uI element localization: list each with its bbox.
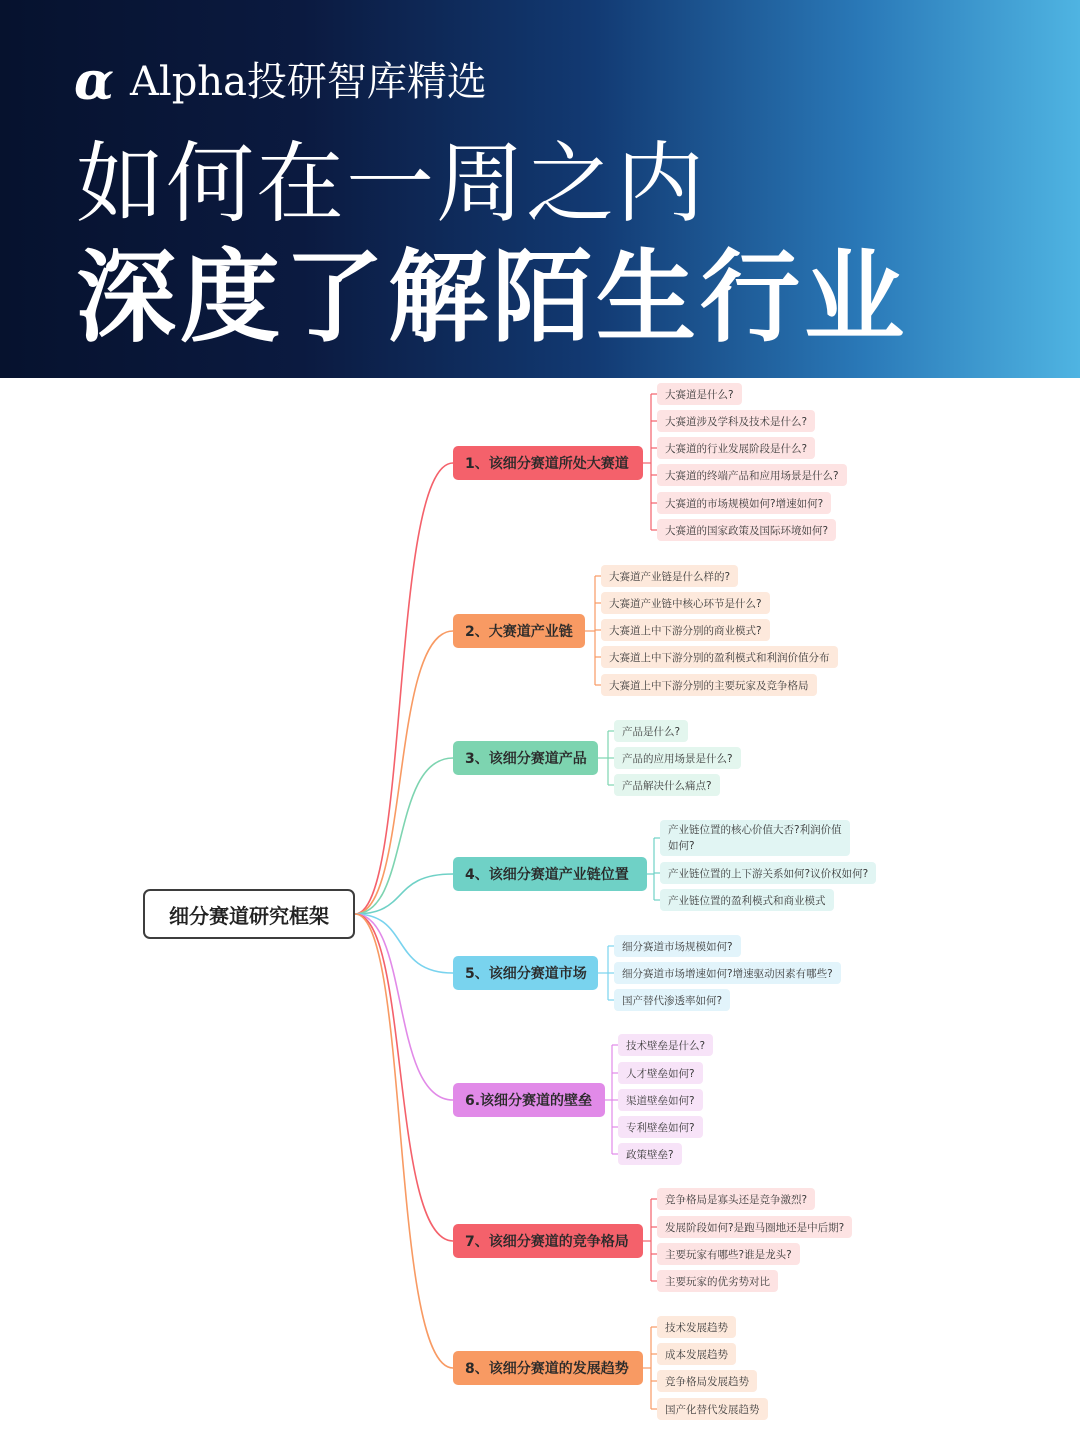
branch-connector [355,463,453,914]
leaf-node: 产业链位置的盈利模式和商业模式 [660,889,834,911]
alpha-logo-icon: α [74,51,115,112]
leaf-node: 细分赛道市场规模如何? [614,935,741,957]
leaf-node: 专利壁垒如何? [618,1116,703,1138]
leaf-node: 产品是什么? [614,720,688,742]
leaf-node: 大赛道涉及学科及技术是什么? [657,410,815,432]
leaf-node: 大赛道的国家政策及国际环境如何? [657,519,836,541]
branch-connector [355,631,453,914]
leaf-node: 政策壁垒? [618,1143,682,1165]
leaf-node: 产业链位置的上下游关系如何?议价权如何? [660,862,876,884]
branch-node-8: 8、该细分赛道的发展趋势 [453,1351,643,1385]
branch-node-7: 7、该细分赛道的竞争格局 [453,1224,643,1258]
leaf-node: 国产替代渗透率如何? [614,989,730,1011]
title-line-1: 如何在一周之内 [76,132,707,235]
header-banner [0,0,1080,378]
branch-connector [355,914,453,1368]
title-line-2: 深度了解陌生行业 [76,239,908,356]
branch-connector [355,914,453,1100]
branch-node-5: 5、该细分赛道市场 [453,956,598,990]
leaf-node: 主要玩家的优劣势对比 [657,1270,778,1292]
leaf-node: 大赛道是什么? [657,383,742,405]
leaf-node: 人才壁垒如何? [618,1062,703,1084]
branch-node-4: 4、该细分赛道产业链位置 [453,857,647,891]
leaf-node: 产业链位置的核心价值大否?利润价值如何? [660,820,850,856]
brand-name: Alpha投研智库精选 [130,59,487,105]
leaf-node: 竞争格局是寡头还是竞争激烈? [657,1188,815,1210]
branch-node-6: 6.该细分赛道的壁垒 [453,1083,605,1117]
branch-node-2: 2、大赛道产业链 [453,614,585,648]
branch-connector [355,914,453,1241]
leaf-node: 大赛道上中下游分别的商业模式? [601,619,770,641]
leaf-node: 大赛道上中下游分别的主要玩家及竞争格局 [601,674,817,696]
brand [74,51,487,112]
leaf-node: 竞争格局发展趋势 [657,1370,757,1392]
leaf-node: 渠道壁垒如何? [618,1089,703,1111]
leaf-node: 发展阶段如何?是跑马圈地还是中后期? [657,1216,852,1238]
branch-node-3: 3、该细分赛道产品 [453,741,598,775]
leaf-node: 技术壁垒是什么? [618,1034,713,1056]
leaf-node: 大赛道的行业发展阶段是什么? [657,437,815,459]
mindmap-root: 细分赛道研究框架 [143,889,355,939]
leaf-node: 技术发展趋势 [657,1316,736,1338]
leaf-node: 国产化替代发展趋势 [657,1398,768,1420]
leaf-node: 成本发展趋势 [657,1343,736,1365]
leaf-node: 大赛道的市场规模如何?增速如何? [657,492,831,514]
leaf-node: 大赛道产业链是什么样的? [601,565,738,587]
leaf-node: 大赛道上中下游分别的盈利模式和利润价值分布 [601,646,838,668]
leaf-node: 大赛道的终端产品和应用场景是什么? [657,464,847,486]
leaf-node: 细分赛道市场增速如何?增速驱动因素有哪些? [614,962,841,984]
leaf-node: 产品解决什么痛点? [614,774,720,796]
branch-connector [355,874,453,914]
leaf-node: 主要玩家有哪些?谁是龙头? [657,1243,800,1265]
branch-node-1: 1、该细分赛道所处大赛道 [453,446,643,480]
leaf-node: 产品的应用场景是什么? [614,747,741,769]
leaf-node: 大赛道产业链中核心环节是什么? [601,592,770,614]
